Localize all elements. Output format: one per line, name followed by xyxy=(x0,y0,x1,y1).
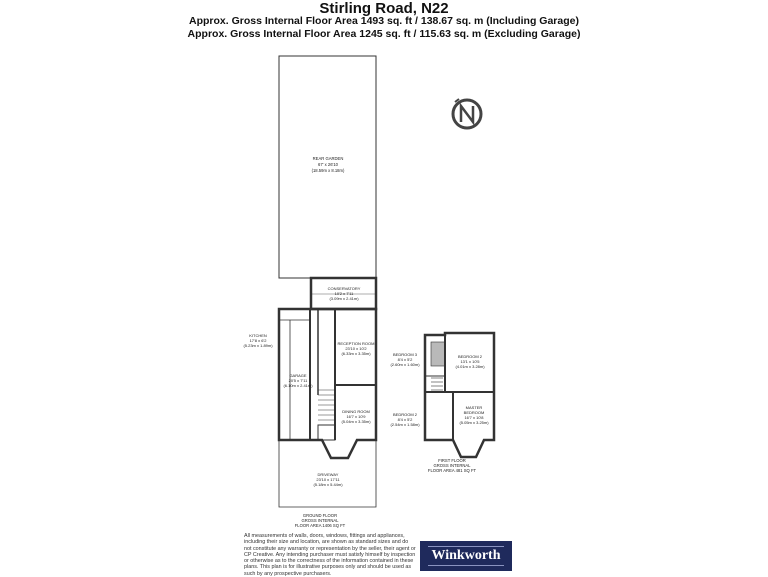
svg-text:FLOOR AREA 481 SQ FT: FLOOR AREA 481 SQ FT xyxy=(427,468,477,473)
svg-text:(2.54m x 1.58m): (2.54m x 1.58m) xyxy=(390,422,420,427)
disclaimer-text: All measurements of walls, doors, windows, fittings and appliances, including their size and location, are shown as standard sizes and do not constitute any warranty or representation by the seller, their agent or CP Creative. Any intending purchaser must satisfy himself by inspection or otherwise as to the correctness of the information contained in these plans. This plan is for illustrative purposes only and should be used as such by any prospective purchasers. xyxy=(244,533,416,577)
svg-text:(5.18m x 5.44m): (5.18m x 5.44m) xyxy=(313,482,343,487)
svg-text:20'5 x 7'11: 20'5 x 7'11 xyxy=(288,378,308,383)
svg-text:13'1 x 10'5: 13'1 x 10'5 xyxy=(460,359,480,364)
svg-text:(5.23m x 1.89m): (5.23m x 1.89m) xyxy=(243,343,273,348)
bedroom-3-label xyxy=(390,352,420,367)
svg-text:67' x 26'10: 67' x 26'10 xyxy=(318,162,338,167)
brand-name: Winkworth xyxy=(428,546,505,566)
svg-text:FIRST FLOOR: FIRST FLOOR xyxy=(438,458,466,463)
svg-text:8'4 x 5'2: 8'4 x 5'2 xyxy=(397,357,413,362)
svg-text:CONSERVATORY: CONSERVATORY xyxy=(327,286,361,291)
master-bedroom-label xyxy=(459,405,489,425)
area-excluding-garage: Approx. Gross Internal Floor Area 1245 sq. ft / 115.63 sq. m (Excluding Garage) xyxy=(187,28,581,40)
kitchen-label xyxy=(243,333,273,348)
svg-text:REAR GARDEN: REAR GARDEN xyxy=(312,156,344,161)
svg-text:(6.33m x 3.35m): (6.33m x 3.35m) xyxy=(341,351,371,356)
svg-text:FLOOR AREA 1406 SQ FT: FLOOR AREA 1406 SQ FT xyxy=(294,523,346,528)
svg-text:(5.05m x 3.25m): (5.05m x 3.25m) xyxy=(459,420,489,425)
svg-text:8'4 x 5'2: 8'4 x 5'2 xyxy=(397,417,413,422)
dining-room-label xyxy=(341,409,371,424)
svg-text:RECEPTION ROOM: RECEPTION ROOM xyxy=(337,341,375,346)
svg-text:GROSS INTERNAL: GROSS INTERNAL xyxy=(301,518,339,523)
svg-text:23'10 x 10'2: 23'10 x 10'2 xyxy=(345,346,367,351)
svg-text:DINING ROOM: DINING ROOM xyxy=(342,409,370,414)
svg-text:GROSS INTERNAL: GROSS INTERNAL xyxy=(433,463,471,468)
svg-text:(3.09m x 2.41m): (3.09m x 2.41m) xyxy=(329,296,359,301)
svg-text:BEDROOM 2: BEDROOM 2 xyxy=(392,412,418,417)
bedroom-4-label xyxy=(390,412,420,427)
svg-text:(6.10m x 2.41m): (6.10m x 2.41m) xyxy=(283,383,313,388)
svg-text:BEDROOM 2: BEDROOM 2 xyxy=(457,354,483,359)
svg-text:KITCHEN: KITCHEN xyxy=(249,333,267,338)
svg-text:(5.04m x 3.35m): (5.04m x 3.35m) xyxy=(341,419,371,424)
svg-text:16'7 x 10'9: 16'7 x 10'9 xyxy=(346,414,366,419)
ground-floor-plan xyxy=(279,56,376,507)
driveway-label xyxy=(313,472,343,487)
svg-text:(18.59m x 8.18m): (18.59m x 8.18m) xyxy=(311,168,345,173)
svg-text:16'7 x 10'8: 16'7 x 10'8 xyxy=(464,415,484,420)
ground-stairs xyxy=(318,390,335,420)
svg-text:10'2 x 7'11: 10'2 x 7'11 xyxy=(334,291,354,296)
garage-label xyxy=(283,373,313,388)
first-floor-plan xyxy=(425,333,494,457)
first-floor-caption xyxy=(428,458,477,473)
ground-floor-caption xyxy=(295,513,346,528)
svg-text:(2.60m x 1.60m): (2.60m x 1.60m) xyxy=(390,362,420,367)
svg-text:23'10 x 17'11: 23'10 x 17'11 xyxy=(316,477,340,482)
area-including-garage: Approx. Gross Internal Floor Area 1493 sq. ft / 138.67 sq. m (Including Garage) xyxy=(189,15,579,27)
svg-text:DRIVEWAY: DRIVEWAY xyxy=(317,472,339,477)
svg-text:BEDROOM 3: BEDROOM 3 xyxy=(392,352,418,357)
svg-text:17'8 x 6'2: 17'8 x 6'2 xyxy=(249,338,267,343)
reception-room-label xyxy=(338,341,375,356)
svg-text:GROUND FLOOR: GROUND FLOOR xyxy=(302,513,338,518)
rear-garden-area xyxy=(279,56,376,278)
rear-garden-label xyxy=(312,156,345,173)
brand-logo xyxy=(420,541,512,571)
svg-text:GARAGE: GARAGE xyxy=(289,373,307,378)
svg-text:BEDROOM: BEDROOM xyxy=(463,410,485,415)
north-arrow-icon xyxy=(453,99,481,128)
svg-text:MASTER: MASTER xyxy=(465,405,483,410)
conservatory-label xyxy=(328,286,361,301)
svg-text:(4.01m x 3.28m): (4.01m x 3.28m) xyxy=(455,364,485,369)
bedroom-2-label xyxy=(455,354,485,369)
first-stair-void xyxy=(431,342,445,366)
page-title: Stirling Road, N22 xyxy=(319,0,449,17)
